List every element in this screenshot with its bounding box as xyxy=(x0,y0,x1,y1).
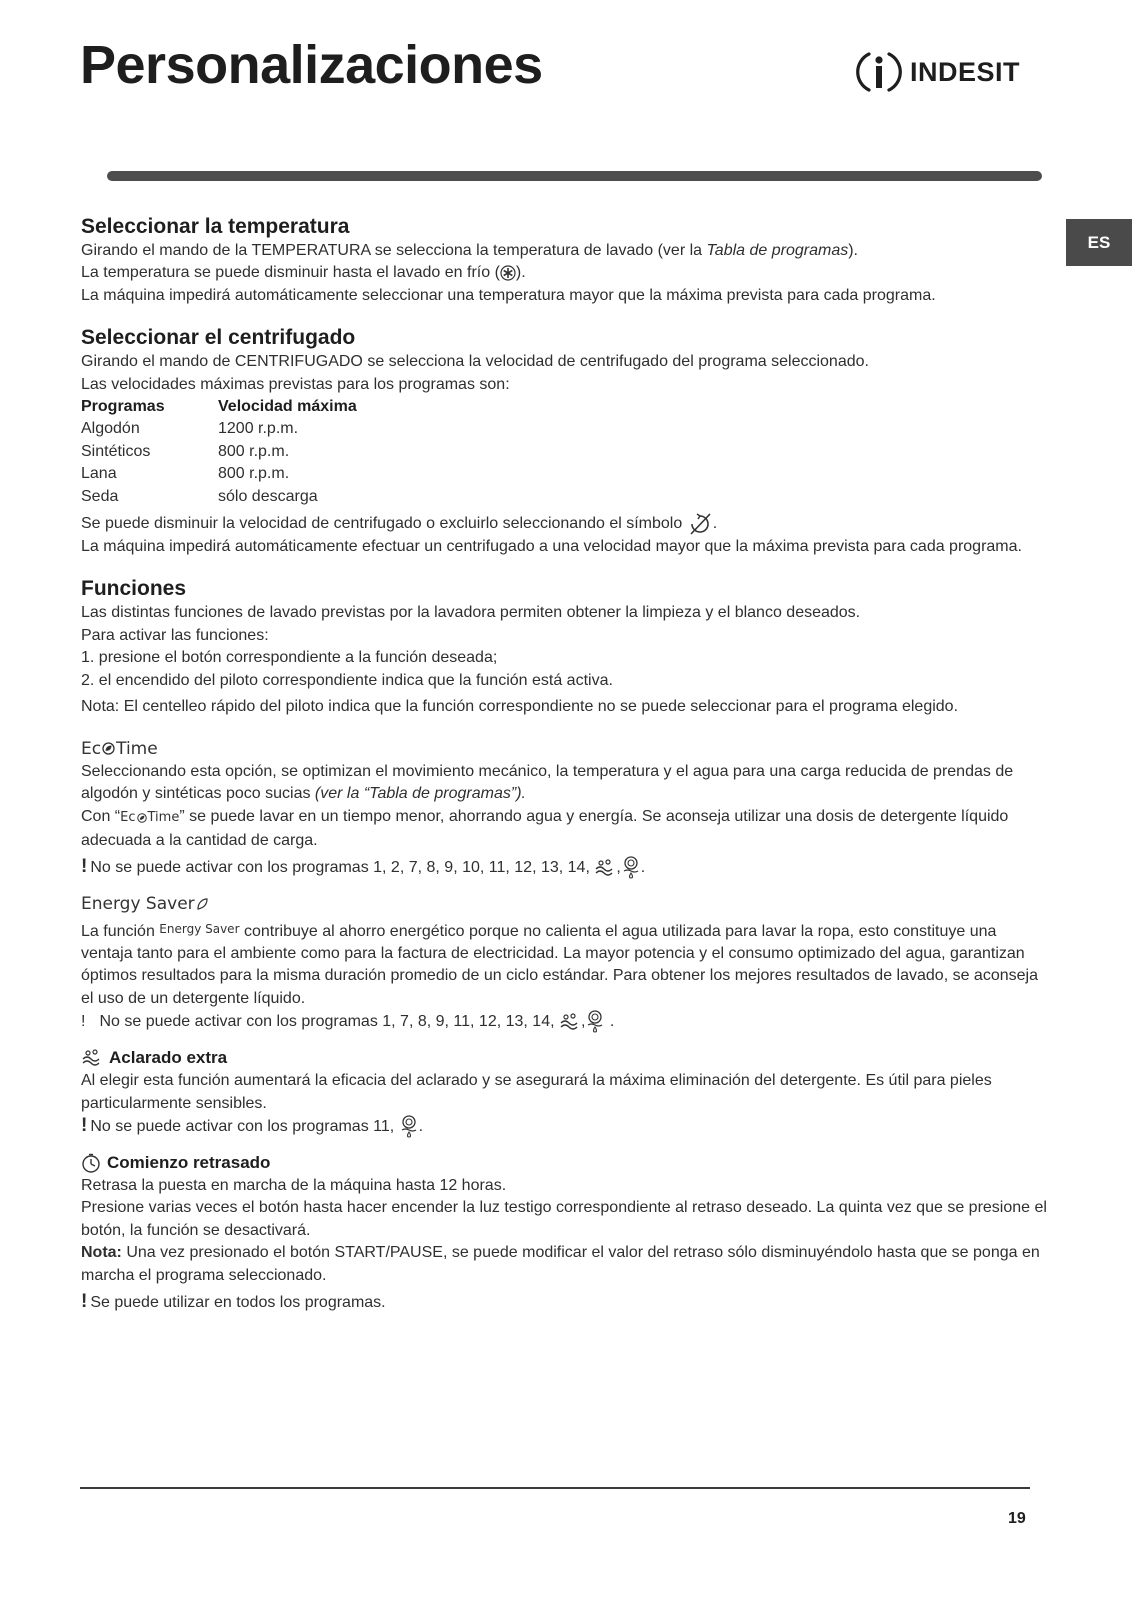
paragraph: Al elegir esta función aumentará la eficacia del aclarado y se asegurará la máxima eliminación del detergente. Es útil para pieles particularmente sensibles. xyxy=(81,1072,992,1112)
text: La temperatura se puede disminuir hasta el lavado en frío ( xyxy=(81,264,500,282)
spin-drain-icon xyxy=(585,1010,605,1034)
section-spin xyxy=(81,325,1049,558)
text: . xyxy=(712,515,718,533)
paragraph: Girando el mando de CENTRIFUGADO se selecciona la velocidad de centrifugado del programa seleccionado. xyxy=(81,353,869,371)
warning xyxy=(81,856,1049,880)
paragraph xyxy=(81,917,1049,1011)
paragraph xyxy=(81,262,1049,284)
indesit-logo-icon xyxy=(856,48,902,96)
section-heading: Seleccionar la temperatura xyxy=(81,215,350,238)
main-content xyxy=(81,214,1049,1314)
text: ). xyxy=(848,242,858,259)
text: . xyxy=(640,859,646,877)
text: Ec xyxy=(120,809,136,825)
spin-drain-icon xyxy=(399,1115,419,1139)
footer-divider xyxy=(80,1487,1030,1489)
text: Time xyxy=(116,738,158,759)
paragraph: Las distintas funciones de lavado previstas por la lavadora permiten obtener la limpieza y el blanco deseados. xyxy=(81,604,861,622)
paragraph: La máquina impedirá automáticamente efectuar un centrifugado a una velocidad mayor que la máxima prevista para cada programa. xyxy=(81,538,1022,556)
paragraph: Presione varias veces el botón hasta hacer encender la luz testigo correspondiente al retraso deseado. La quinta vez que se presione el botón, la función se desactivará. xyxy=(81,1199,1047,1239)
table-cell: Algodón xyxy=(81,420,140,438)
warning xyxy=(81,1291,1049,1314)
section-heading: Seleccionar el centrifugado xyxy=(81,326,356,350)
table-cell: 800 r.p.m. xyxy=(218,442,290,460)
table-cell: 1200 r.p.m. xyxy=(218,420,299,438)
paragraph: Las velocidades máximas previstas para los programas son: xyxy=(81,375,510,393)
text: Seleccionando esta opción, se optimizan el movimiento mecánico, la temperatura y el agua para una carga reducida de prendas de algodón y sintéticas poco sucias xyxy=(81,762,1014,803)
text: No se puede activar con los programas 1, 2, 7, 8, 9, 10, 11, 12, 13, 14, xyxy=(90,859,595,877)
section-heading xyxy=(81,1046,1049,1070)
table-row xyxy=(81,441,357,463)
text: . xyxy=(605,1013,615,1031)
section-temperature xyxy=(81,214,1049,307)
text-italic: (ver la “Tabla de programas”). xyxy=(314,785,526,803)
text: ” se puede lavar en un tiempo menor, ahorrando agua y energía. Se aconseja utilizar una dosis de detergente líquido adecuada a la cantidad de carga. xyxy=(81,807,1009,849)
table-header: Velocidad máxima xyxy=(218,398,357,416)
note-label: Nota: xyxy=(81,1244,122,1262)
table-cell: Sintéticos xyxy=(81,442,151,460)
text-italic: Tabla de programas xyxy=(706,242,849,259)
paragraph xyxy=(81,512,1049,536)
ecotime-inline-label xyxy=(120,806,179,830)
table-row xyxy=(81,486,357,508)
extra-rinse-icon xyxy=(594,859,616,877)
language-tab: ES xyxy=(1066,219,1132,266)
text: Con “ xyxy=(81,807,121,825)
section-heading xyxy=(81,1151,1049,1175)
leaf-icon xyxy=(102,742,115,755)
text: Energy Saver xyxy=(81,894,195,915)
text: ). xyxy=(515,264,526,282)
text: Se puede disminuir la velocidad de centrifugado o excluirlo seleccionando el símbolo xyxy=(81,515,687,533)
energy-saver-label xyxy=(81,892,208,916)
paragraph xyxy=(81,240,1049,262)
text: No se puede activar con los programas 1, 7, 8, 9, 11, 12, 13, 14, xyxy=(99,1013,559,1031)
warning-mark: ! xyxy=(81,1115,88,1137)
extra-rinse-icon xyxy=(559,1013,581,1031)
heading-text: Aclarado extra xyxy=(109,1048,228,1068)
warning-mark: ! xyxy=(81,856,88,878)
warning-mark: ! xyxy=(81,1291,88,1312)
text: Girando el mando de la TEMPERATURA se selecciona la temperatura de lavado (ver la xyxy=(81,242,707,259)
paragraph xyxy=(81,806,1049,852)
table-cell: sólo descarga xyxy=(218,487,318,505)
text: No se puede activar con los programas 11, xyxy=(90,1118,399,1136)
table-row xyxy=(81,418,357,440)
note xyxy=(81,1242,1049,1287)
text: Una vez presionado el botón START/PAUSE, se puede modificar el valor del retraso sólo disminuyéndolo hasta que se ponga en marcha el programa seleccionado. xyxy=(81,1244,1040,1284)
table-header: Programas xyxy=(81,398,165,416)
extra-rinse-icon xyxy=(81,1049,103,1067)
brand-name: INDESIT xyxy=(910,56,1021,87)
text: , xyxy=(616,859,621,877)
table-row xyxy=(81,463,357,485)
text: contribuye al ahorro energético porque no calienta el agua utilizada para lavar la ropa, esto constituye una ventaja tanto para el ambiente como para la factura de electricidad. La mayor potencia y el consumo optimizado del agua, garantizan óptimos resultados para la misma duración promedio de un ciclo estándar. Para obtener los mejores resultados de lavado, se aconseja el uso de un detergente líquido. xyxy=(81,922,1038,1007)
energy-saver-inline-label: Energy Saver xyxy=(159,921,240,936)
spin-speed-table xyxy=(81,396,357,508)
table-cell: Seda xyxy=(81,487,119,505)
section-ecotime xyxy=(81,737,1049,881)
list-item: 1. presione el botón correspondiente a la función deseada; xyxy=(81,649,498,667)
snowflake-icon xyxy=(500,265,516,281)
section-heading: Funciones xyxy=(81,577,187,601)
text: , xyxy=(580,1013,586,1031)
list-item: 2. el encendido del piloto correspondiente indica que la función está activa. xyxy=(81,671,613,689)
text: Se puede utilizar en todos los programas. xyxy=(90,1294,386,1311)
page-title: Personalizaciones xyxy=(80,35,543,95)
ecotime-label xyxy=(81,737,158,761)
text: Ec xyxy=(81,738,102,759)
paragraph: Para activar las funciones: xyxy=(81,626,269,644)
paragraph: La máquina impedirá automáticamente seleccionar una temperatura mayor que la máxima prevista para cada programa. xyxy=(81,286,936,304)
table-cell: 800 r.p.m. xyxy=(218,465,290,483)
warning xyxy=(81,1115,1049,1139)
leaf-icon xyxy=(196,897,208,911)
section-energy-saver xyxy=(81,892,1049,1034)
spin-drain-icon xyxy=(621,856,641,880)
section-extra-rinse xyxy=(81,1046,1049,1139)
section-delay-start xyxy=(81,1151,1049,1314)
text: La función xyxy=(81,922,160,940)
clock-icon xyxy=(81,1153,101,1173)
header-divider xyxy=(107,171,1042,181)
warning xyxy=(81,1010,1049,1034)
section-functions xyxy=(81,576,1049,718)
paragraph xyxy=(81,761,1049,806)
no-spin-icon xyxy=(687,512,713,536)
page-number: 19 xyxy=(1008,1510,1026,1527)
paragraph: Retrasa la puesta en marcha de la máquina hasta 12 horas. xyxy=(81,1176,507,1194)
note: Nota: El centelleo rápido del piloto indica que la función correspondiente no se puede seleccionar para el programa elegido. xyxy=(81,698,959,716)
leaf-icon xyxy=(137,813,147,823)
table-cell: Lana xyxy=(81,465,117,483)
text: Time xyxy=(147,809,180,825)
text: . xyxy=(418,1118,424,1136)
warning-mark: ! xyxy=(81,1013,86,1031)
heading-text: Comienzo retrasado xyxy=(107,1152,271,1172)
table-header-row xyxy=(81,396,357,418)
brand-logo xyxy=(856,48,1020,96)
